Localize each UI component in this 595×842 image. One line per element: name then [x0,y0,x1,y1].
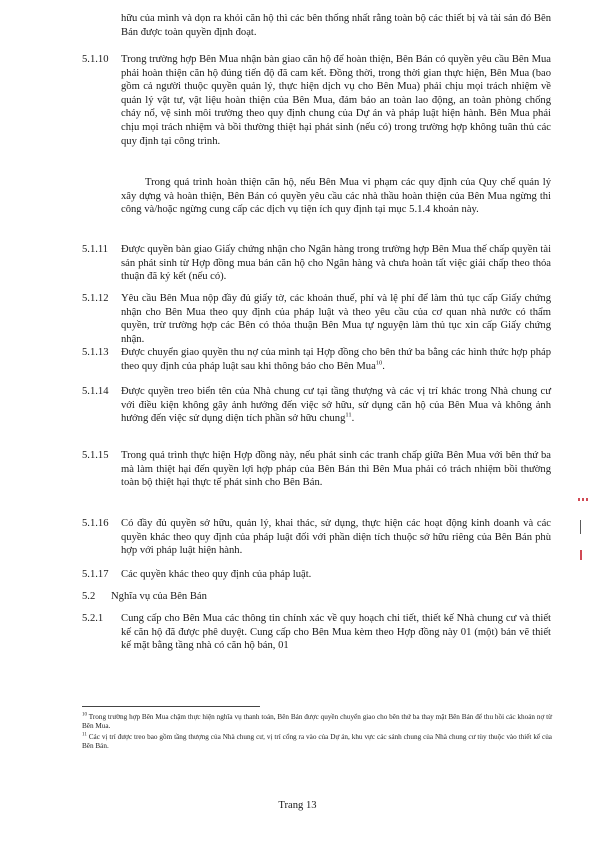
footnote-ref: 11 [345,411,352,419]
footnote-number: 11 [82,732,87,738]
clause-text: Các quyền khác theo quy định của pháp luật. [121,569,312,580]
clause-number: 5.1.10 [82,54,109,65]
clause-number: 5.1.12 [82,293,109,304]
clause-end: . [382,360,385,372]
footnote-separator [82,706,260,707]
clause-text [121,385,551,426]
footnote-text: Trong trường hợp Bên Mua chậm thực hiện nghĩa vụ thanh toán, Bên Bán được quyền chuyển giao cho bên thứ ba thay mặt Bên Bán để thu hồi các khoản nợ từ Bên Mua. [82,713,553,731]
clause-number: 5.1.13 [82,347,109,358]
clause-number: 5.1.16 [82,518,109,529]
scan-edge-mark [586,498,588,501]
section-title: Nghĩa vụ của Bên Bán [111,591,207,602]
page-number: Trang 13 [278,800,317,811]
clause-body: Được chuyển giao quyền thu nợ của mình tại Hợp đồng cho bên thứ ba bằng các hình thức hợp pháp theo quy định của pháp luật sau khi thông báo cho Bên Mua [121,347,551,372]
clause-text: Trong trường hợp Bên Mua nhận bàn giao căn hộ để hoàn thiện, Bên Bán có quyền yêu cầu Bên Mua phải hoàn thiện căn hộ đúng tiến độ đã cam kết. Đồng thời, trong thời gian thực hiện, Bên Mua (bao gồm cả người thuộc quyền quản lý, thực hiện dịch vụ cho Bên Mua) phải chịu mọi trách nhiệm về quản lý vật tư, vật liệu hoàn thiện của Bên Mua, đảm bảo an toàn lao động, an toàn phòng chống cháy nổ, vệ sinh môi trường theo quy định chung của Dự án và pháp luật hiện hành. Bên Mua phải chịu mọi trách nhiệm và bồi thường thiệt hại phát sinh (nếu có) trong trường hợp không tuân thủ các quy định tại công trình. [121,54,551,147]
footnote-ref: 10 [375,359,383,367]
clause-text [121,346,551,373]
clause-number: 5.1.17 [82,569,109,580]
footnote [82,733,552,752]
clause-text: Có đầy đủ quyền sở hữu, quản lý, khai thác, sử dụng, thực hiện các hoạt động kinh doanh và các quyền khác theo quy định của pháp luật đối với phần diện tích thuộc sở hữu riêng của Bên Bán phù hợp với pháp luật hiện hành. [121,518,551,557]
scan-edge-mark [582,498,584,501]
continuation-paragraph: hữu của mình và dọn ra khỏi căn hộ thì các bên thống nhất rằng toàn bộ các thiết bị và tài sản đó Bên Bán được toàn quyền định đoạt. [121,13,551,38]
clause-number: 5.1.11 [82,244,109,255]
clause-text: Yêu cầu Bên Mua nộp đầy đủ giấy tờ, các khoản thuế, phí và lệ phí để làm thủ tục cấp Giấy chứng nhận cho Bên Mua theo quy định của pháp luật và theo yêu cầu của cơ quan nhà nước có thẩm quyền, trừ trường hợp các Bên có thỏa thuận Bên Mua tự nguyện làm thủ tục xin cấp Giấy chứng nhận. [121,293,551,345]
clause-body: Được quyền treo biển tên của Nhà chung cư tại tầng thượng và các vị trí khác trong Nhà chung cư với điều kiện không gây ảnh hưởng đến việc sở hữu, sử dụng căn hộ của Bên Mua và không ảnh hưởng đến việc sử dụng diện tích phần sở hữu chung [121,386,551,425]
scan-edge-mark [578,498,580,501]
clause-number: 5.1.14 [82,386,109,397]
clause-text: Trong quá trình hoàn thiện căn hộ, nếu Bên Mua vi phạm các quy định của Quy chế quản lý xây dựng và hoàn thiện, Bên Bán có quyền yêu cầu các nhà thầu hoàn thiện của Bên Mua ngừng thi công và/hoặc ngừng cung cấp các dịch vụ tiện ích quy định tại mục 5.1.4 khoản này. [121,177,551,216]
clause-end: . [351,413,355,425]
footnote-text: Các vị trí được treo bao gồm tầng thượng của Nhà chung cư, vị trí cổng ra vào của Dự án, khu vực các sảnh chung của Nhà chung cư tùy thuộc vào thiết kế của Bên Bán. [82,733,552,751]
clause-text: Trong quá trình thực hiện Hợp đồng này, nếu phát sinh các tranh chấp giữa Bên Mua với bên thứ ba mà làm thiệt hại đến quyền lợi hợp pháp của Bên Bán thì Bên Mua phải có trách nhiệm bồi thường toàn bộ thiệt hại thực tế phát sinh cho Bên Bán. [121,450,551,489]
clause-number: 5.2.1 [82,613,104,624]
clause-text: Được quyền bàn giao Giấy chứng nhận cho Ngân hàng trong trường hợp Bên Mua thế chấp quyền tài sản phát sinh từ Hợp đồng mua bán căn hộ cho Ngân hàng và chưa hoàn tất việc giải chấp theo thỏa thuận đã ký kết (nếu có). [121,244,552,283]
clause-text: Cung cấp cho Bên Mua các thông tin chính xác về quy hoạch chi tiết, thiết kế Nhà chung cư và thiết kế căn hộ đã được phê duyệt. Cung cấp cho Bên Mua kèm theo Hợp đồng này 01 (một) bản vẽ thiết kế mặt bằng tầng nhà có căn hộ bán, 01 [121,613,551,652]
footnote-number: 10 [82,712,87,718]
section-number: 5.2 [82,591,96,602]
clause-number: 5.1.15 [82,450,109,461]
footnote [82,713,552,732]
scan-edge-mark [580,520,581,534]
scan-edge-mark [580,550,582,560]
